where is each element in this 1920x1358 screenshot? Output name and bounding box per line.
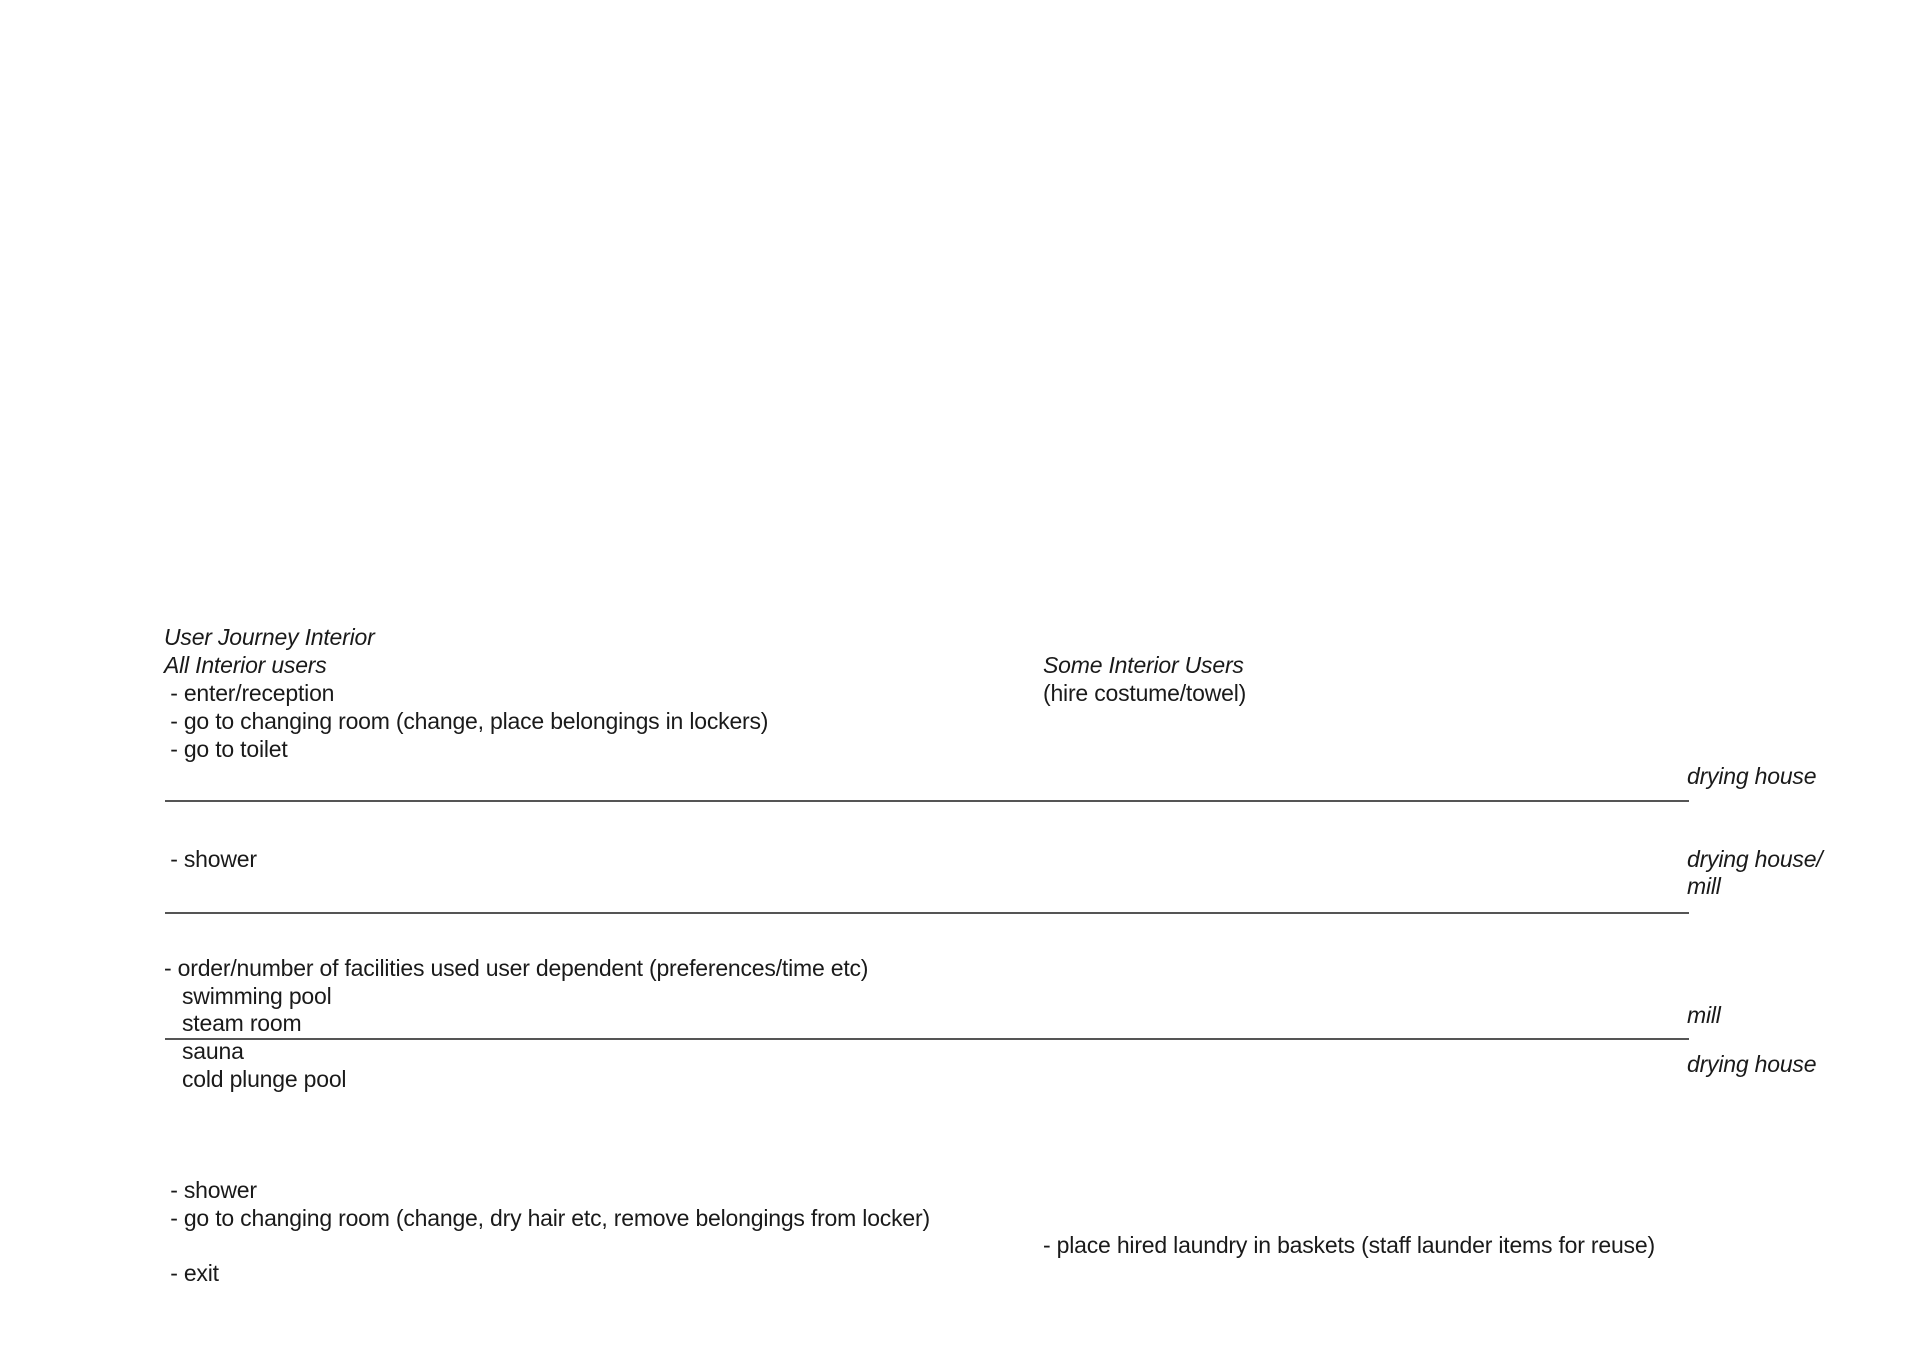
facility-steam-room: steam room [182,1010,302,1036]
location-label-drying-house: drying house [1687,763,1817,789]
location-label-mill-cont: mill [1687,873,1721,899]
step-shower: - shower [164,846,257,872]
section-divider [165,800,1689,802]
some-users-laundry-note: - place hired laundry in baskets (staff launder items for reuse) [1043,1232,1655,1258]
some-users-hire-note: (hire costume/towel) [1043,680,1247,706]
step-final-changing-room: - go to changing room (change, dry hair etc, remove belongings from locker) [164,1205,930,1231]
facility-sauna: sauna [182,1038,244,1064]
location-label-mill: mill [1687,1002,1721,1028]
step-changing-room: - go to changing room (change, place belongings in lockers) [164,708,769,734]
location-label-drying-house-mill: drying house/ [1687,846,1823,872]
facilities-intro: - order/number of facilities used user dependent (preferences/time etc) [164,955,869,981]
location-label-drying-house-lower: drying house [1687,1051,1817,1077]
page-title: User Journey Interior [164,624,375,650]
step-enter-reception: - enter/reception [164,680,335,706]
section-divider [165,1038,1689,1040]
facility-cold-plunge-pool: cold plunge pool [182,1066,347,1092]
facility-swimming-pool: swimming pool [182,983,332,1009]
some-users-heading: Some Interior Users [1043,652,1244,678]
step-toilet: - go to toilet [164,736,288,762]
step-exit: - exit [164,1260,219,1286]
section-divider [165,912,1689,914]
step-final-shower: - shower [164,1177,257,1203]
all-users-heading: All Interior users [164,652,327,678]
